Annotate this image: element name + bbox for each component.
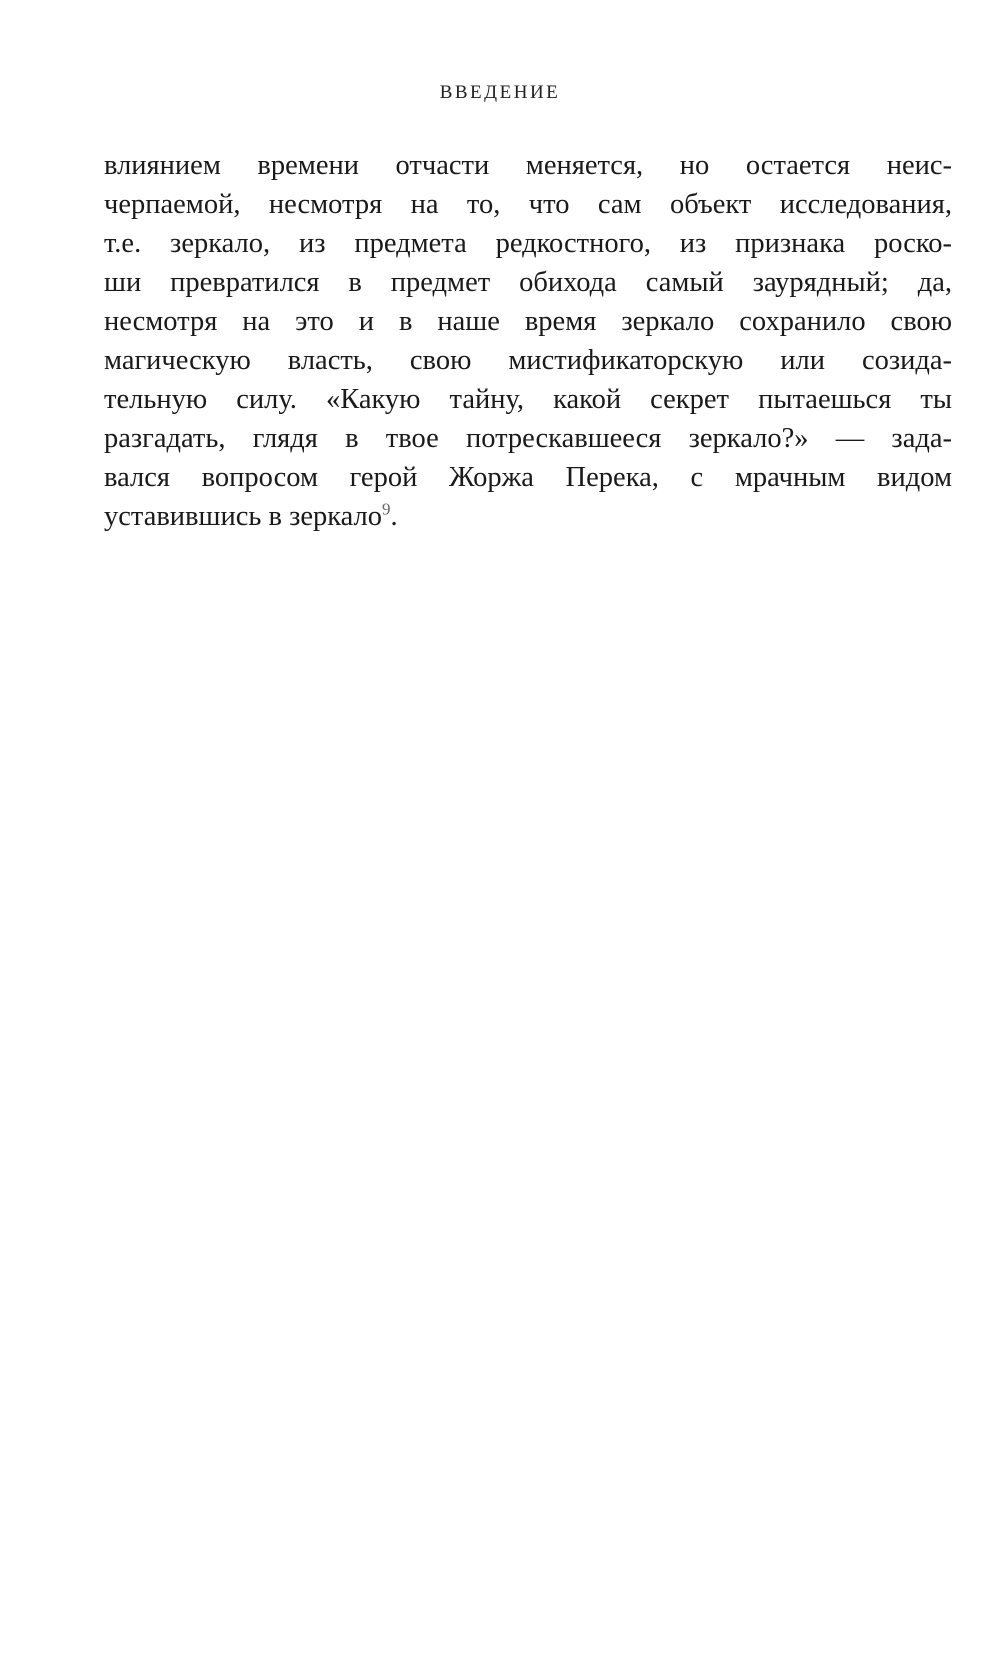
text-line: вался вопросом герой Жоржа Перека, с мрачным видом (104, 462, 952, 493)
text-line: черпаемой, несмотря на то, что сам объект исследования, (104, 189, 952, 220)
text-line: т.е. зеркало, из предмета редкостного, из признака роско- (104, 228, 952, 259)
last-line-text: уставившись в зеркало (104, 501, 383, 532)
text-line-last (104, 497, 952, 536)
body-paragraph (104, 146, 952, 536)
text-line: ши превратился в предмет обихода самый заурядный; да, (104, 267, 952, 298)
text-line: тельную силу. «Какую тайну, какой секрет пытаешься ты (104, 384, 952, 415)
text-line: разгадать, глядя в твое потрескавшееся зеркало?» — зада- (104, 423, 952, 454)
running-head: ВВЕДЕНИЕ (439, 82, 561, 103)
last-line-end: . (390, 501, 398, 532)
text-line: влиянием времени отчасти меняется, но остается неис- (104, 150, 952, 181)
text-line: несмотря на это и в наше время зеркало сохранило свою (104, 306, 952, 337)
footnote-reference[interactable]: 9 (382, 499, 391, 519)
text-line: магическую власть, свою мистификаторскую или созида- (104, 345, 952, 376)
